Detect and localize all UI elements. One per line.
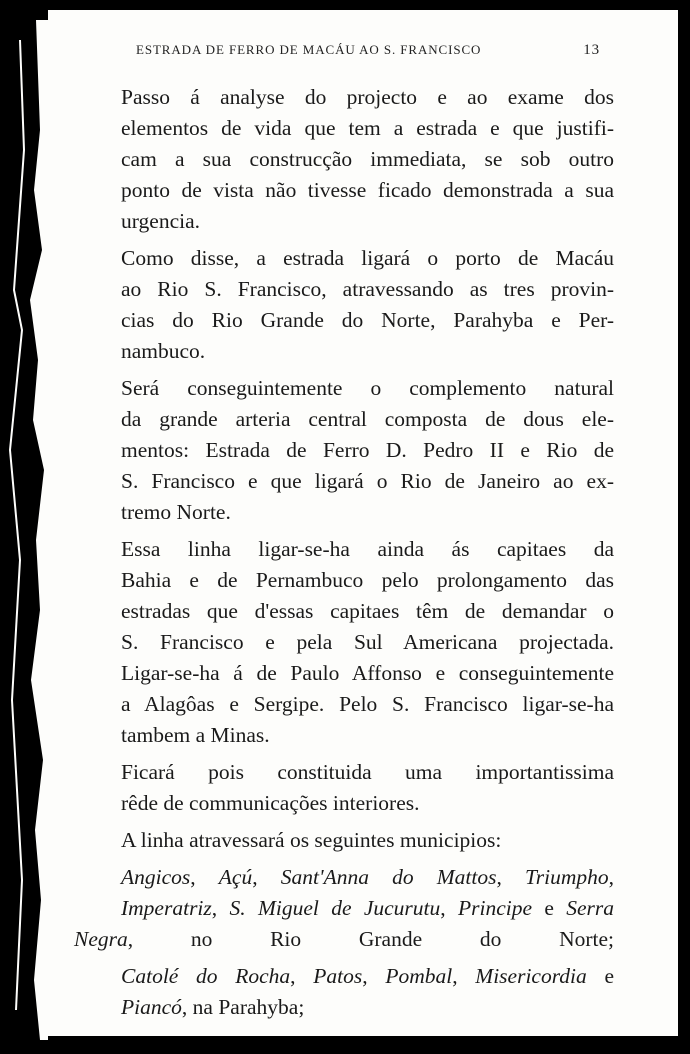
text-line: cias do Rio Grande do Norte, Parahyba e Per-: [121, 308, 614, 332]
text-line: nambuco.: [121, 339, 206, 363]
municipality-name: Sant'Anna do Mattos: [280, 865, 497, 889]
paragraph-1: [74, 82, 614, 237]
text-line: mentos: Estrada de Ferro D. Pedro II e Rio de: [121, 438, 614, 462]
municipality-name: Principe: [457, 896, 533, 920]
torn-edge-shape: [0, 0, 48, 1050]
text-line: cam a sua construcção immediata, se sob outro: [121, 147, 614, 171]
text-line: S. Francisco e que ligará o Rio de Janeiro ao ex-: [121, 469, 614, 493]
text-line: Essa linha ligar-se-ha ainda ás capitaes da: [121, 537, 614, 561]
text-line: elementos de vida que tem a estrada e que justifi-: [121, 116, 614, 140]
text-line: Catolé do Rocha, Patos, Pombal, Misericordia e: [121, 964, 614, 988]
region-label: no Rio Grande do Norte;: [190, 927, 615, 951]
body-text: [74, 82, 614, 1029]
municipality-name: Piancó: [121, 995, 182, 1019]
text-line: Imperatriz, S. Miguel de Jucurutu, Principe e Serra Negra, no Rio Grande do Norte;: [74, 896, 615, 951]
text-line: Angicos, Açú, Sant'Anna do Mattos, Triumpho,: [121, 865, 614, 889]
text-line: ao Rio S. Francisco, atravessando as tres provin-: [121, 277, 614, 301]
municipality-name: Pombal: [385, 964, 453, 988]
text-line: Bahia e de Pernambuco pelo prolongamento das: [121, 568, 614, 592]
page-number: 13: [583, 42, 600, 58]
text-line: urgencia.: [121, 209, 200, 233]
text-line: rêde de communicações interiores.: [121, 791, 420, 815]
municipality-name: Angicos: [121, 865, 191, 889]
municipality-name: Serra Negra: [74, 896, 615, 951]
municipality-name: Açú: [218, 865, 253, 889]
municipality-name: Misericordia: [475, 964, 587, 988]
text-line: Piancó, na Parahyba;: [121, 995, 305, 1019]
text-line: estradas que d'essas capitaes têm de demandar o: [121, 599, 614, 623]
municipality-name: S. Miguel de Jucurutu: [229, 896, 441, 920]
text-line: S. Francisco e pela Sul Americana projectada.: [121, 630, 614, 654]
text-line: Como disse, a estrada ligará o porto de Macáu: [121, 246, 614, 270]
municipalities-rn: [74, 862, 614, 955]
text-line: a Alagôas e Sergipe. Pelo S. Francisco ligar-se-ha: [121, 692, 614, 716]
text-line: tambem a Minas.: [121, 723, 270, 747]
text-line: A linha atravessará os seguintes municipios:: [121, 828, 502, 852]
municipalities-pb: [74, 961, 614, 1023]
text-line: Será conseguintemente o complemento natural: [121, 376, 614, 400]
municipality-name: Patos: [313, 964, 363, 988]
municipality-name: Catolé do Rocha: [121, 964, 291, 988]
page-binding-edge: [0, 0, 48, 1050]
paragraph-6: [74, 825, 614, 856]
municipality-name: Imperatriz: [121, 896, 212, 920]
region-label: na Parahyba;: [192, 995, 305, 1019]
running-head-title: ESTRADA DE FERRO DE MACÁU AO S. FRANCISCO: [136, 42, 482, 57]
text-line: tremo Norte.: [121, 500, 231, 524]
paragraph-5: [74, 757, 614, 819]
paragraph-4: [74, 534, 614, 751]
paragraph-2: [74, 243, 614, 367]
municipality-name: Triumpho: [524, 865, 609, 889]
paragraph-3: [74, 373, 614, 528]
text-line: ponto de vista não tivesse ficado demonstrada a sua: [121, 178, 614, 202]
text-line: Ficará pois constituida uma importantissima: [121, 760, 614, 784]
text-line: Ligar-se-ha á de Paulo Affonso e conseguintemente: [121, 661, 614, 685]
text-line: da grande arteria central composta de dous ele-: [121, 407, 614, 431]
text-line: Passo á analyse do projecto e ao exame dos: [121, 85, 614, 109]
